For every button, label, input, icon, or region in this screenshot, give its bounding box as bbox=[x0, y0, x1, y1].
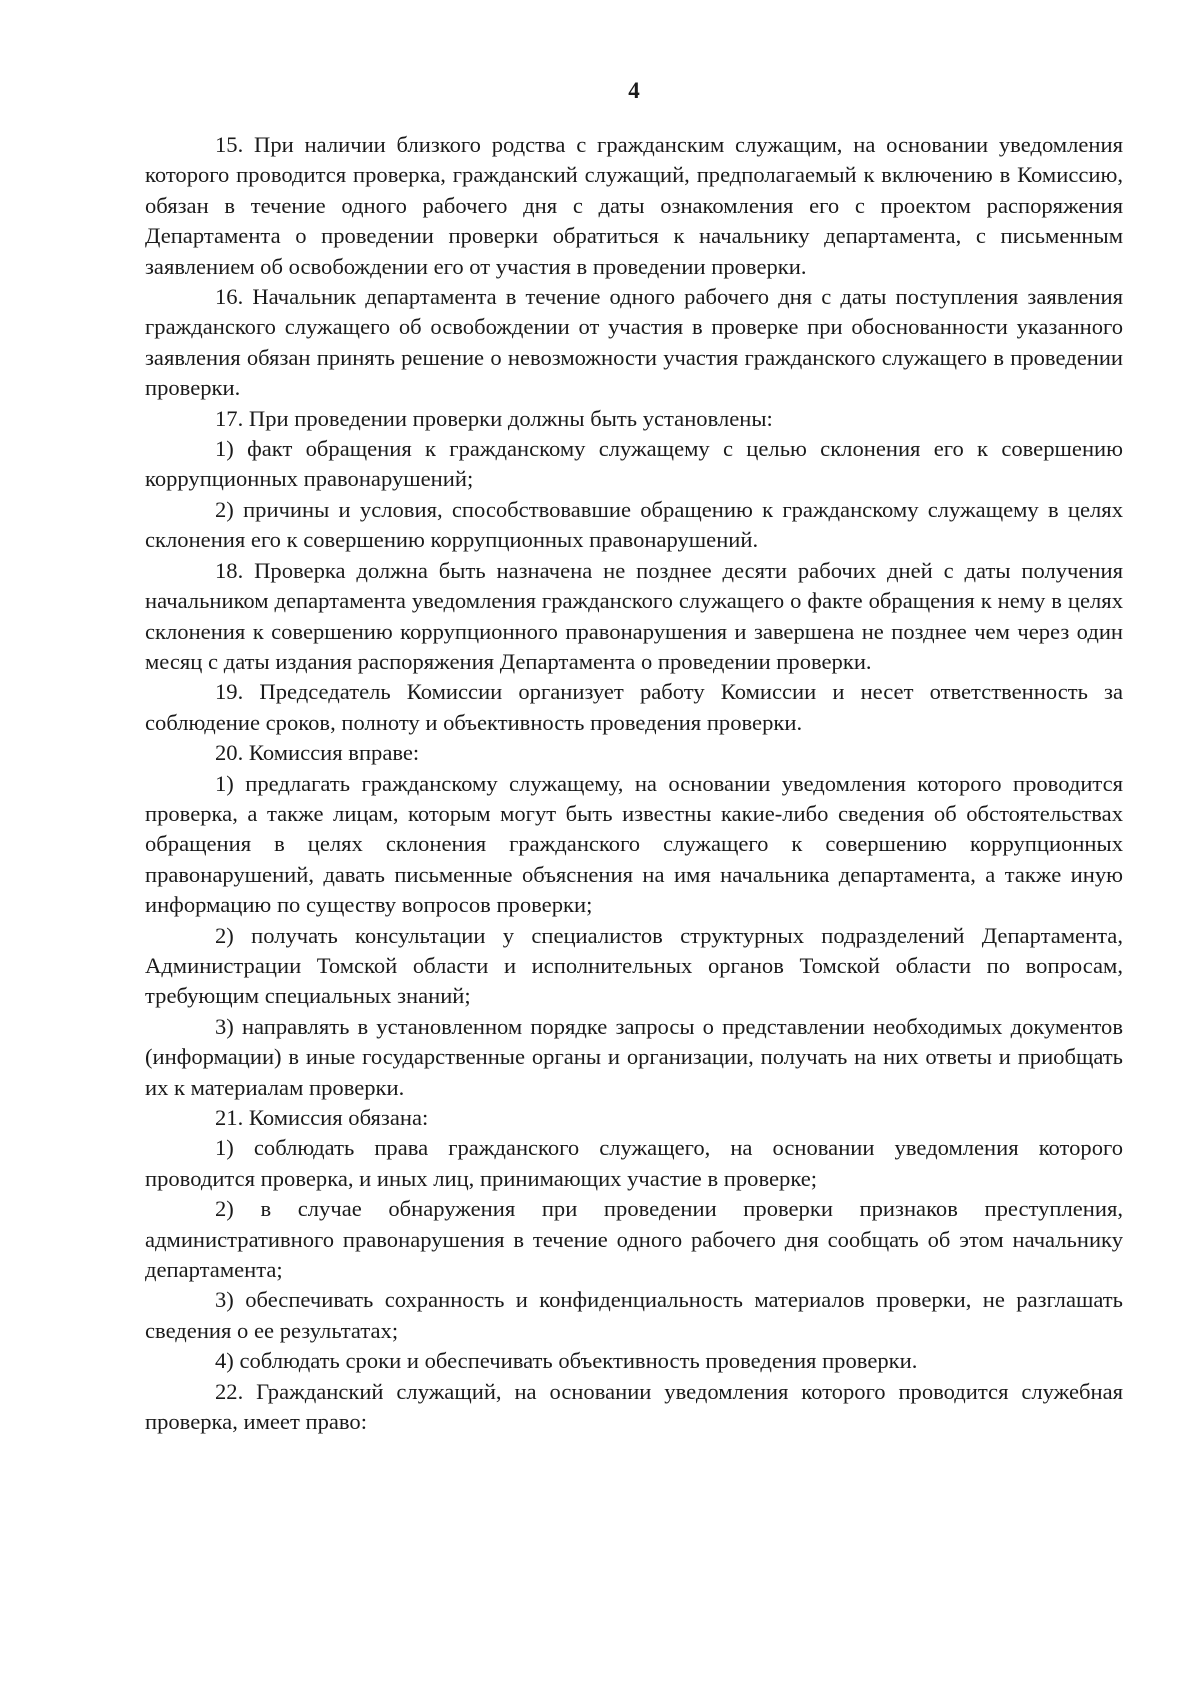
paragraph-20-item-3: 3) направлять в установленном порядке запросы о представлении необходимых документов (информации) в иные государственные органы и организации, получать на них ответы и приобщать их к материалам проверки. bbox=[145, 1013, 1123, 1100]
paragraph-20: 20. Комиссия вправе: bbox=[215, 740, 420, 766]
paragraph-17-item-1: 1) факт обращения к гражданскому служащему с целью склонения его к совершению коррупционных правонарушений; bbox=[145, 436, 1123, 492]
paragraph-21-item-1: 1) соблюдать права гражданского служащего, на основании уведомления которого проводится проверка, и иных лиц, принимающих участие в проверке; bbox=[145, 1135, 1123, 1191]
paragraph-18: 18. Проверка должна быть назначена не позднее десяти рабочих дней с даты получения начальником департамента уведомления гражданского служащего о факте обращения к нему в целях склонения к совершению коррупционного правонарушения и завершена не позднее чем через один месяц с даты издания распоряжения Департамента о проведении проверки. bbox=[145, 557, 1123, 674]
paragraph-20-item-1: 1) предлагать гражданскому служащему, на основании уведомления которого проводится проверка, а также лицам, которым могут быть известны какие-либо сведения об обстоятельствах обращения в целях склонения гражданского служащего к совершению коррупционных правонарушений, давать письменные объяснения на имя начальника департамента, а также иную информацию по существу вопросов проверки; bbox=[145, 770, 1123, 918]
paragraph-15: 15. При наличии близкого родства с гражданским служащим, на основании уведомления которого проводится проверка, гражданский служащий, предполагаемый к включению в Комиссию, обязан в течение одного рабочего дня с даты ознакомления его с проектом распоряжения Департамента о проведении проверки обратиться к начальнику департамента, с письменным заявлением об освобождении его от участия в проведении проверки. bbox=[145, 132, 1123, 279]
page-number: 4 bbox=[628, 78, 640, 103]
paragraph-17: 17. При проведении проверки должны быть установлены: bbox=[215, 405, 773, 431]
paragraph-19: 19. Председатель Комиссии организует работу Комиссии и несет ответственность за соблюдение сроков, полноту и объективность проведения проверки. bbox=[145, 679, 1123, 735]
paragraph-21: 21. Комиссия обязана: bbox=[215, 1105, 429, 1130]
paragraph-20-item-2: 2) получать консультации у специалистов структурных подразделений Департамента, Администрации Томской области и исполнительных органов Томской области по вопросам, требующим специальных знаний; bbox=[145, 922, 1123, 1009]
paragraph-21-item-2: 2) в случае обнаружения при проведении проверки признаков преступления, административного правонарушения в течение одного рабочего дня сообщать об этом начальнику департамента; bbox=[145, 1196, 1123, 1283]
paragraph-21-item-4: 4) соблюдать сроки и обеспечивать объективность проведения проверки. bbox=[215, 1348, 918, 1374]
paragraph-21-item-3: 3) обеспечивать сохранность и конфиденциальность материалов проверки, не разглашать сведения о ее результатах; bbox=[145, 1287, 1123, 1343]
paragraph-16: 16. Начальник департамента в течение одного рабочего дня с даты поступления заявления гражданского служащего об освобождении от участия в проверке при обоснованности указанного заявления обязан принять решение о невозможности участия гражданского служащего в проведении проверки. bbox=[145, 284, 1123, 401]
paragraph-17-item-2: 2) причины и условия, способствовавшие обращению к гражданскому служащему в целях склонения его к совершению коррупционных правонарушений. bbox=[145, 496, 1123, 553]
paragraph-22: 22. Гражданский служащий, на основании уведомления которого проводится служебная проверка, имеет право: bbox=[145, 1378, 1123, 1435]
document-page bbox=[145, 78, 1123, 1437]
